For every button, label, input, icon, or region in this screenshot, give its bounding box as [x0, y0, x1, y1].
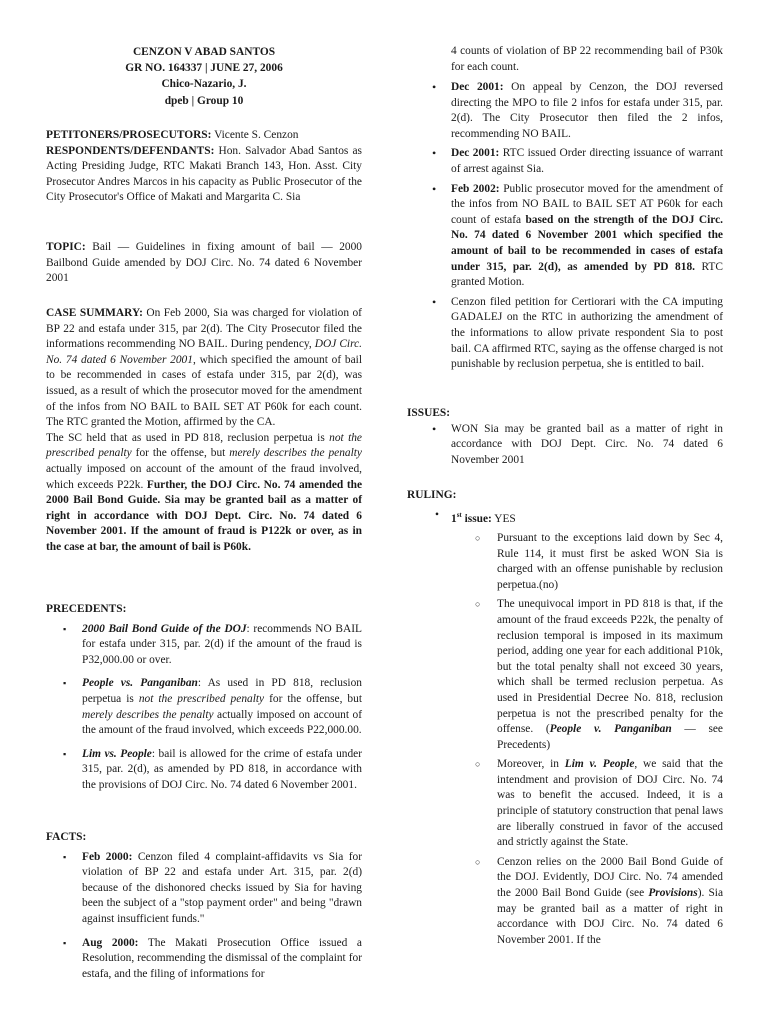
- list-item: [429, 182, 723, 291]
- case-summary-p1-em: DOJ Circ. No. 74 dated 6 November 2001: [46, 338, 363, 366]
- facts-section: [46, 830, 362, 990]
- topic-section: [46, 240, 362, 287]
- precedent-text: actually imposed on account of the amount of the fraud involved, which exceeds P22,000.00.: [82, 708, 363, 737]
- fact-text: RTC granted Motion.: [451, 260, 723, 289]
- case-summary-label: CASE SUMMARY:: [46, 307, 143, 319]
- precedent-title: Lim vs. People: [82, 747, 152, 760]
- list-item: [429, 422, 723, 469]
- case-group: dpeb | Group 10: [164, 94, 244, 107]
- precedent-text: for the offense, but: [264, 692, 362, 705]
- list-item: [60, 747, 362, 794]
- fact-date: Dec 2001:: [451, 81, 504, 93]
- facts-list-continued: [407, 80, 723, 381]
- list-item: [60, 850, 362, 928]
- list-item: [429, 146, 723, 177]
- list-item: [473, 531, 723, 593]
- respondents-text: Hon. Salvador Abad Santos as Acting Presiding Judge, RTC Makati Branch 143, Hon. Asst. City Prosecutor Andres Marcos in his capacity as Public Prosecutor of the City Prosecutor's Office of Makati and Margarita C. Sia: [46, 144, 362, 204]
- list-item: [473, 597, 723, 753]
- case-summary-p2-bold: Further, the DOJ Circ. No. 74 amended the 2000 Bail Bond Guide. Sia may be granted bail as a matter of right in accordance with DOJ Dept. Circ. No. 74 dated 6 November 2001. If the amount of fraud is P122k or over, as in the case at bar, the amount of bail is P60k.: [46, 478, 363, 553]
- precedent-text: : bail is allowed for the crime of estafa under 315, par. 2(d), as amended by PD 818, in accordance with the provisions of DOJ Circ. No. 74 dated 6 November 2001.: [82, 747, 363, 791]
- facts-list: [46, 850, 362, 983]
- ruling-issue-num: 1: [451, 512, 457, 525]
- precedent-title: People vs. Panganiban: [82, 677, 198, 690]
- list-item: [60, 936, 362, 983]
- facts-continued: 4 counts of violation of BP 22 recommending bail of P30k for each count.: [451, 45, 723, 73]
- precedent-text: : As used in PD 818, reclusion perpetua is: [82, 677, 362, 705]
- fact-date: Dec 2001:: [451, 147, 500, 160]
- fact-text: The Makati Prosecution Office issued a Resolution, recommending the dismissal of the complaint for estafa, and the filing of informations for: [82, 936, 362, 980]
- list-item: [60, 622, 362, 669]
- respondents-label: RESPONDENTS/DEFENDANTS:: [46, 144, 215, 157]
- case-summary-section: [46, 306, 362, 556]
- topic-text: Bail — Guidelines in fixing amount of bail — 2000 Bailbond Guide amended by DOJ Circ. No. 74 dated 6 November 2001: [46, 241, 362, 285]
- case-summary-p2-c: for the offense, but: [131, 447, 230, 460]
- case-summary-p2-em1: not the prescribed penalty: [46, 431, 362, 460]
- fact-bold: based on the strength of the DOJ Circ. No. 74 dated 6 November 2001 which specified the amount of bail to be recommended in cases of estafa under 315, par. 2(d), as amended by PD 818.: [451, 213, 723, 273]
- ruling-text: Pursuant to the exceptions laid down by Sec 4, Rule 114, it must first be asked WON Sia is charged with an offense punishable by reclusion perpetua.(no): [497, 531, 723, 591]
- list-item: [473, 855, 723, 949]
- precedent-title: 2000 Bail Bond Guide of the DOJ: [82, 622, 247, 635]
- ruling-text: — see Precedents): [497, 723, 723, 751]
- case-summary-p2-em2: merely describes the penalty: [229, 447, 362, 460]
- fact-text: Cenzon filed petition for Certiorari with the CA imputing GADALEJ on the RTC in authorizing the amendment of the informations to allow private respondent Sia to post bail. CA affirmed RTC, saying as the offense charged is not punishable by reclusion perpetua, she is entitled to bail.: [451, 295, 723, 371]
- precedents-section: [46, 602, 362, 802]
- case-header: [46, 44, 362, 109]
- ruling-em: People v. Panganiban: [549, 723, 672, 736]
- ruling-text: , we said that the intendment and provision of DOJ Circ. No. 74 was to benefit the accused. Indeed, it is a principle of statutory construction that penal laws are liberally construed in favor of the accused and strictly against the State.: [497, 758, 723, 849]
- precedent-text: : recommends NO BAIL for estafa under 315, par. 2(d) if the amount of the fraud is P32,000.00 or over.: [82, 622, 363, 666]
- case-summary-p1-a: On Feb 2000, Sia was charged for violation of BP 22 and estafa under 315, par 2(d). The City Prosecutor filed the informations recommending NO BAIL. During pendency,: [46, 307, 362, 351]
- issues-list: [407, 422, 723, 469]
- case-summary-p2-e: actually imposed on account of the amount of the fraud involved, which exceeds P22k.: [46, 462, 362, 491]
- ruling-text: Cenzon relies on the 2000 Bail Bond Guide of the DOJ. Evidently, DOJ Circ. No. 74 amended the 2000 Bail Bond Guide (see: [497, 855, 723, 900]
- case-summary-p2-a: The SC held that as used in PD 818, reclusion perpetua is: [46, 431, 330, 444]
- issue-text: WON Sia may be granted bail as a matter of right in accordance with DOJ Dept. Circ. No. 74 dated 6 November 2001: [451, 422, 723, 466]
- ruling-label: RULING:: [407, 489, 457, 501]
- ruling-points: [407, 531, 723, 948]
- list-item: [429, 295, 723, 373]
- list-item: [60, 676, 362, 738]
- list-item: [473, 757, 723, 851]
- fact-text: Public prosecutor moved for the amendment of the infos from NO BAIL to BAIL SET AT P60k for each count of estafa: [451, 182, 723, 226]
- ruling-text: The unequivocal import in PD 818 is that, if the amount of the fraud exceeds P22k, the penalty of reclusion temporal is imposed in its maximum period, adding one year for each additional P10k, but the total penalty shall not exceed 30 years, which shall be termed reclusion perpetua. As used in Presidential Decree No. 818, reclusion perpetua is not the prescribed penalty for the offense. (: [497, 598, 723, 736]
- precedent-em: merely describes the penalty: [82, 708, 214, 721]
- fact-text: On appeal by Cenzon, the DOJ reversed directing the MPO to file 2 infos for estafa under 315, par. 2(d). The City Prosecutor then filed the 2 infos, recommending NO BAIL.: [451, 81, 723, 140]
- ruling-issue-rest: issue:: [461, 512, 492, 525]
- case-ponente: Chico-Nazario, J.: [161, 78, 247, 91]
- fact-text: RTC issued Order directing issuance of warrant of arrest against Sia.: [451, 147, 723, 175]
- topic-label: TOPIC:: [46, 241, 86, 253]
- fact-date: Aug 2000:: [82, 936, 139, 949]
- petitioners-text: Vicente S. Cenzon: [211, 129, 299, 141]
- ruling-text: ). Sia may be granted bail as a matter of right in accordance with DOJ Circ. No. 74 dated 6 November 2001. If the: [497, 887, 724, 946]
- case-title: CENZON V ABAD SANTOS: [132, 46, 276, 58]
- fact-date: Feb 2000:: [82, 850, 133, 863]
- case-gr-number: GR NO. 164337 | JUNE 27, 2006: [125, 62, 283, 75]
- ruling-section: [407, 488, 723, 952]
- ruling-em: Lim v. People: [564, 758, 635, 771]
- case-summary-p1-c: , which specified the amount of bail to be recommended in cases of estafa under 315, par 2(d), was issued, as a result of which the prosecutor moved for the amendment of the infos from NO BAIL to BAIL SET AT P60k for each count. The RTC granted the Motion, affirmed by the CA.: [46, 353, 362, 429]
- precedents-label: PRECEDENTS:: [46, 603, 127, 615]
- fact-text: Cenzon filed 4 complaint-affidavits vs Sia for violation of BP 22 and estafa under Art. 315, par. 2(d) because of the dishonored checks issued by Sia for having been the subject of a "stop payment order" and being "drawn against insufficient funds.": [82, 850, 362, 925]
- petitioners-label: PETITONERS/PROSECUTORS:: [46, 129, 212, 141]
- facts-label: FACTS:: [46, 831, 87, 843]
- fact-date: Feb 2002:: [451, 182, 500, 195]
- parties-section: [46, 128, 362, 206]
- precedents-list: [46, 622, 362, 794]
- ruling-issue-sup: st: [456, 510, 462, 519]
- ruling-issue-line: [407, 508, 723, 527]
- ruling-issue-answer: YES: [491, 512, 516, 525]
- list-item: [429, 80, 723, 142]
- issues-label: ISSUES:: [407, 407, 451, 419]
- issues-section: [407, 406, 723, 476]
- ruling-em: Provisions: [648, 887, 698, 900]
- ruling-text: Moreover, in: [497, 758, 565, 771]
- precedent-em: not the prescribed penalty: [138, 692, 265, 705]
